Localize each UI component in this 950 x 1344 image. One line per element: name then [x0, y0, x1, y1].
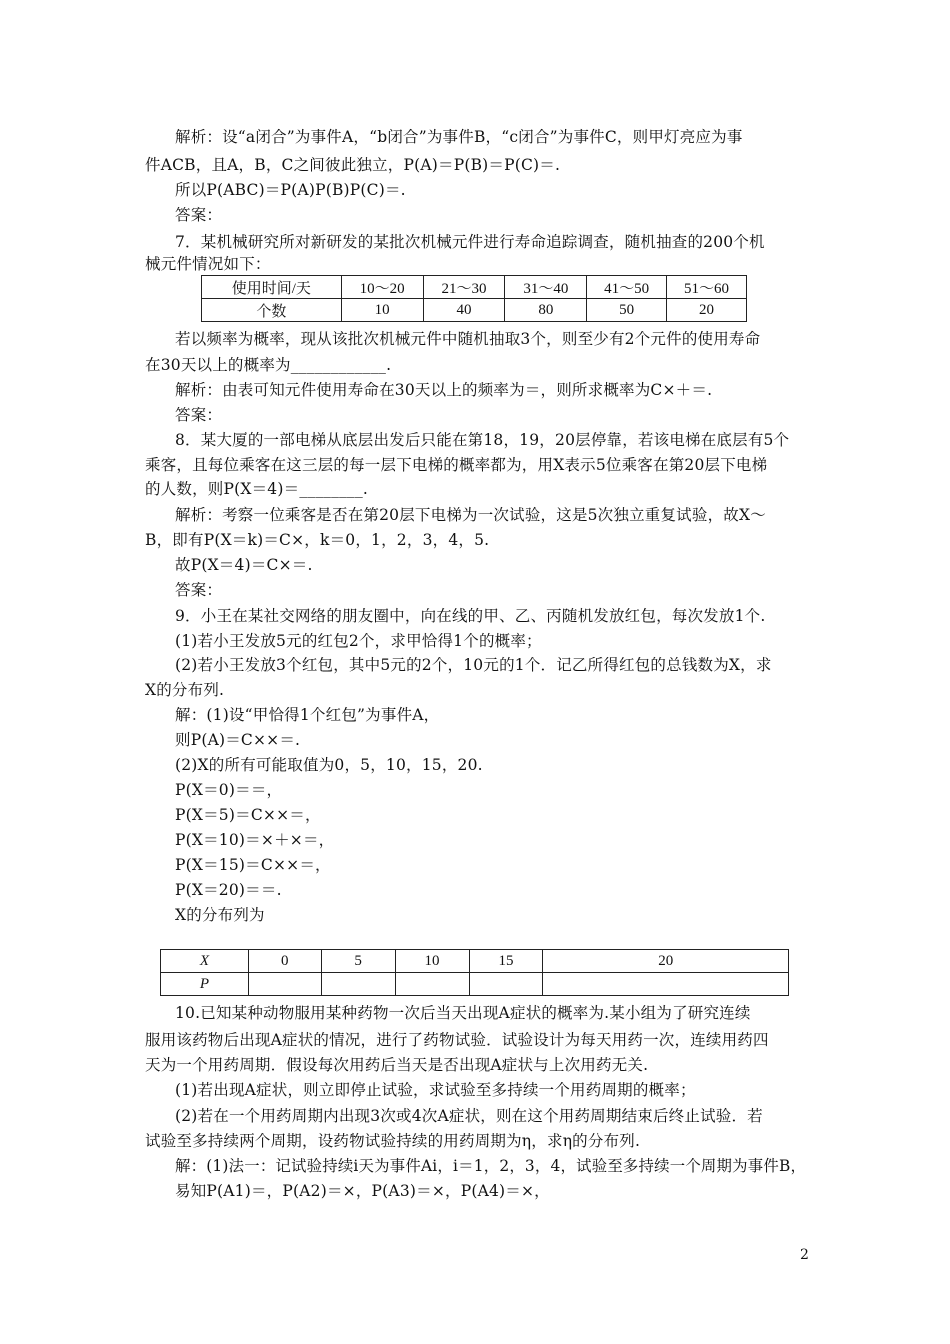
table-cell: 21～30 [423, 276, 505, 299]
text-line: 在30天以上的概率为____________. [145, 356, 392, 374]
text-line: (2)若在一个用药周期内出现3次或4次A症状，则在这个用药周期结束后终止试验．若 [175, 1107, 763, 1125]
text-line: 天为一个用药周期．假设每次用药后当天是否出现A症状与上次用药无关. [145, 1056, 649, 1074]
table-cell: P [161, 973, 249, 996]
table-cell [248, 973, 321, 996]
table-cell: X [161, 950, 249, 973]
lifespan-table [201, 275, 747, 322]
table-cell: 41～50 [587, 276, 667, 299]
text-line: 所以P(ABC)＝P(A)P(B)P(C)＝. [175, 181, 406, 199]
table-cell: 使用时间/天 [202, 276, 342, 299]
text-line: P(X＝0)＝＝， [175, 781, 283, 799]
text-line: 答案： [175, 206, 223, 224]
text-line: P(X＝20)＝＝. [175, 881, 282, 899]
table-cell: 10 [341, 299, 423, 322]
text-line: 乘客，且每位乘客在这三层的每一层下电梯的概率都为，用X表示5位乘客在第20层下电梯 [145, 456, 768, 474]
text-line: (2)若小王发放3个红包，其中5元的2个，10元的1个．记乙所得红包的总钱数为X，求 [175, 656, 772, 674]
table-header-row [202, 276, 747, 299]
text-line: 件ACB，且A，B，C之间彼此独立，P(A)＝P(B)＝P(C)＝. [145, 156, 561, 174]
table-cell [395, 973, 469, 996]
table-cell: 50 [587, 299, 667, 322]
text-line: 9．小王在某社交网络的朋友圈中，向在线的甲、乙、丙随机发放红包，每次发放1个. [175, 607, 766, 625]
text-line: P(X＝10)＝×＋×＝， [175, 831, 335, 849]
table-cell: 10～20 [341, 276, 423, 299]
table-header-row [161, 950, 789, 973]
text-line: 试验至多持续两个周期，设药物试验持续的用药周期为η，求η的分布列. [145, 1132, 641, 1150]
text-line: 故P(X＝4)＝C×＝. [175, 556, 313, 574]
table-cell: 15 [469, 950, 543, 973]
table-cell: 80 [505, 299, 587, 322]
text-line: B，即有P(X＝k)＝C×，k＝0，1，2，3，4，5. [145, 531, 490, 549]
table-cell [469, 973, 543, 996]
table-cell [321, 973, 395, 996]
table-cell [543, 973, 789, 996]
text-line: 械元件情况如下： [145, 255, 271, 273]
text-line: 解：(1)法一：记试验持续i天为事件Ai，i＝1，2，3，4，试验至多持续一个周期为事件B， [175, 1157, 807, 1175]
text-line: (2)X的所有可能取值为0，5，10，15，20. [175, 756, 483, 774]
text-line: 服用该药物后出现A症状的情况，进行了药物试验．试验设计为每天用药一次，连续用药四 [145, 1031, 769, 1049]
text-line: 10.已知某种动物服用某种药物一次后当天出现A症状的概率为.某小组为了研究连续 [175, 1004, 751, 1022]
text-line: 的人数，则P(X＝4)＝________. [145, 480, 369, 498]
text-line: 答案： [175, 581, 223, 599]
table-cell: 51～60 [667, 276, 747, 299]
table-row [202, 299, 747, 322]
text-line: X的分布列为 [175, 906, 265, 924]
table-cell: 0 [248, 950, 321, 973]
table-cell: 个数 [202, 299, 342, 322]
page-number: 2 [800, 1247, 809, 1263]
text-line: 8．某大厦的一部电梯从底层出发后只能在第18，19，20层停靠，若该电梯在底层有5个 [175, 431, 790, 449]
text-line: 答案： [175, 406, 223, 424]
text-line: P(X＝15)＝C××＝， [175, 856, 331, 874]
text-line: 若以频率为概率，现从该批次机械元件中随机抽取3个，则至少有2个元件的使用寿命 [175, 330, 761, 348]
table-cell: 20 [543, 950, 789, 973]
table-row [161, 973, 789, 996]
text-line: X的分布列. [145, 681, 225, 699]
text-line: P(X＝5)＝C××＝， [175, 806, 321, 824]
text-line: 解：(1)设“甲恰得1个红包”为事件A， [175, 706, 440, 724]
table-cell: 31～40 [505, 276, 587, 299]
text-line: 解析：设“a闭合”为事件A，“b闭合”为事件B，“c闭合”为事件C，则甲灯亮应为事 [175, 128, 743, 146]
table-cell: 40 [423, 299, 505, 322]
text-line: 易知P(A1)＝，P(A2)＝×，P(A3)＝×，P(A4)＝×， [175, 1182, 550, 1200]
text-line: 则P(A)＝C××＝. [175, 731, 301, 749]
text-line: (1)若小王发放5元的红包2个，求甲恰得1个的概率； [175, 632, 542, 650]
text-line: 解析：考察一位乘客是否在第20层下电梯为一次试验，这是5次独立重复试验，故X～ [175, 506, 766, 524]
table-cell: 20 [667, 299, 747, 322]
distribution-table [160, 949, 789, 996]
text-line: 7．某机械研究所对新研发的某批次机械元件进行寿命追踪调查，随机抽查的200个机 [175, 233, 765, 251]
text-line: (1)若出现A症状，则立即停止试验，求试验至多持续一个用药周期的概率； [175, 1081, 696, 1099]
table-cell: 10 [395, 950, 469, 973]
text-line: 解析：由表可知元件使用寿命在30天以上的频率为＝，则所求概率为C×＋＝. [175, 381, 713, 399]
table-cell: 5 [321, 950, 395, 973]
